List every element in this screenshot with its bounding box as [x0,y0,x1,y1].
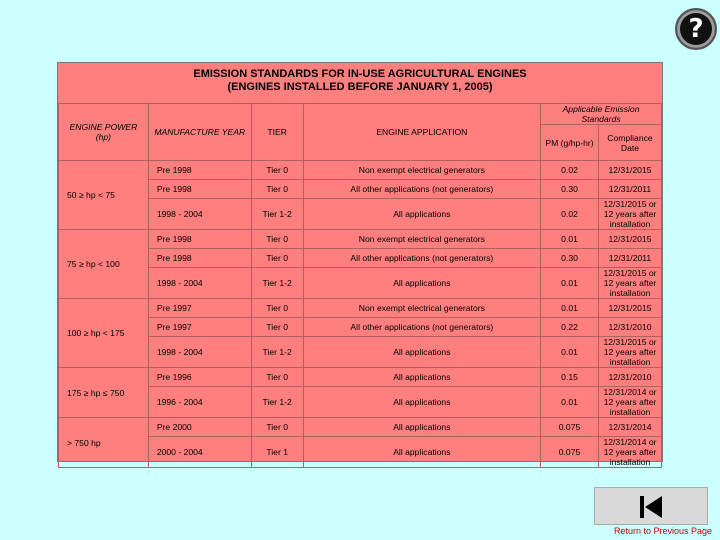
compliance-date-cell: 12/31/2014 [598,418,661,437]
header-pm: PM (g/hp-hr) [541,125,599,161]
table-row [59,249,662,268]
tier-cell: Tier 0 [251,318,303,337]
tier-cell: Tier 0 [251,230,303,249]
header-engine-application: ENGINE APPLICATION [303,104,540,161]
help-button[interactable]: ? [675,8,717,50]
pm-cell: 0.30 [541,249,599,268]
tier-cell: Tier 0 [251,249,303,268]
title-line-2: (ENGINES INSTALLED BEFORE JANUARY 1, 2005) [227,81,493,93]
header-engine-power: ENGINE POWER (hp) [59,104,149,161]
pm-cell: 0.01 [541,230,599,249]
tier-cell: Tier 0 [251,161,303,180]
engine-application-cell: Non exempt electrical generators [303,230,540,249]
group-header: Applicable Emission Standards [541,104,662,125]
skip-back-icon [638,494,664,520]
table-row [59,368,662,387]
engine-application-cell: All applications [303,418,540,437]
pm-cell: 0.01 [541,299,599,318]
compliance-date-cell: 12/31/2015 [598,230,661,249]
engine-application-cell: All other applications (not generators) [303,249,540,268]
pm-cell: 0.22 [541,318,599,337]
table-row [59,230,662,249]
return-link[interactable]: Return to Previous Page [613,526,712,536]
engine-application-cell: All applications [303,368,540,387]
tier-cell: Tier 0 [251,418,303,437]
compliance-date-cell: 12/31/2015 or 12 years after installation [598,268,661,299]
table-row [59,318,662,337]
tier-cell: Tier 1-2 [251,199,303,230]
table-row [59,337,662,368]
table-row [59,437,662,468]
header-manufacture-year: MANUFACTURE YEAR [148,104,251,161]
pm-cell: 0.30 [541,180,599,199]
table-row [59,199,662,230]
table-row [59,268,662,299]
manufacture-year-cell: Pre 1998 [148,249,251,268]
table-row [59,180,662,199]
emission-standards-panel [57,62,663,467]
engine-application-cell: All applications [303,337,540,368]
engine-power-cell: 75 ≥ hp < 100 [59,230,149,299]
manufacture-year-cell: 1998 - 2004 [148,337,251,368]
compliance-date-cell: 12/31/2015 [598,161,661,180]
tier-cell: Tier 0 [251,180,303,199]
compliance-date-cell: 12/31/2015 [598,299,661,318]
pm-cell: 0.075 [541,418,599,437]
compliance-date-cell: 12/31/2015 or 12 years after installation [598,337,661,368]
pm-cell: 0.075 [541,437,599,468]
pm-cell: 0.01 [541,268,599,299]
standards-table [58,103,662,468]
manufacture-year-cell: 1998 - 2004 [148,199,251,230]
engine-application-cell: Non exempt electrical generators [303,161,540,180]
engine-power-cell: 50 ≥ hp < 75 [59,161,149,230]
engine-application-cell: All other applications (not generators) [303,180,540,199]
compliance-date-cell: 12/31/2011 [598,180,661,199]
engine-application-cell: All applications [303,268,540,299]
manufacture-year-cell: 1996 - 2004 [148,387,251,418]
engine-power-cell: 100 ≥ hp < 175 [59,299,149,368]
table-row [59,161,662,180]
table-row [59,418,662,437]
engine-application-cell: All applications [303,199,540,230]
page-title [58,68,662,94]
manufacture-year-cell: Pre 1998 [148,161,251,180]
table-row [59,299,662,318]
tier-cell: Tier 1-2 [251,337,303,368]
manufacture-year-cell: Pre 1997 [148,318,251,337]
engine-application-cell: Non exempt electrical generators [303,299,540,318]
tier-cell: Tier 0 [251,368,303,387]
manufacture-year-cell: Pre 1998 [148,230,251,249]
manufacture-year-cell: 1998 - 2004 [148,268,251,299]
engine-application-cell: All applications [303,387,540,418]
compliance-date-cell: 12/31/2011 [598,249,661,268]
tier-cell: Tier 0 [251,299,303,318]
engine-power-cell: > 750 hp [59,418,149,468]
pm-cell: 0.01 [541,387,599,418]
tier-cell: Tier 1-2 [251,268,303,299]
header-compliance-date: Compliance Date [598,125,661,161]
manufacture-year-cell: Pre 2000 [148,418,251,437]
compliance-date-cell: 12/31/2010 [598,318,661,337]
compliance-date-cell: 12/31/2015 or 12 years after installation [598,199,661,230]
manufacture-year-cell: Pre 1998 [148,180,251,199]
tier-cell: Tier 1-2 [251,387,303,418]
compliance-date-cell: 12/31/2014 or 12 years after installation [598,387,661,418]
title-line-1: EMISSION STANDARDS FOR IN-USE AGRICULTURAL ENGINES [193,68,527,80]
compliance-date-cell: 12/31/2014 or 12 years after installation [598,437,661,468]
engine-power-cell: 175 ≥ hp ≤ 750 [59,368,149,418]
pm-cell: 0.01 [541,337,599,368]
return-button[interactable] [594,487,708,525]
pm-cell: 0.15 [541,368,599,387]
table-row [59,387,662,418]
pm-cell: 0.02 [541,199,599,230]
pm-cell: 0.02 [541,161,599,180]
tier-cell: Tier 1 [251,437,303,468]
engine-application-cell: All applications [303,437,540,468]
manufacture-year-cell: Pre 1997 [148,299,251,318]
header-tier: TIER [251,104,303,161]
manufacture-year-cell: 2000 - 2004 [148,437,251,468]
manufacture-year-cell: Pre 1996 [148,368,251,387]
engine-application-cell: All other applications (not generators) [303,318,540,337]
compliance-date-cell: 12/31/2010 [598,368,661,387]
